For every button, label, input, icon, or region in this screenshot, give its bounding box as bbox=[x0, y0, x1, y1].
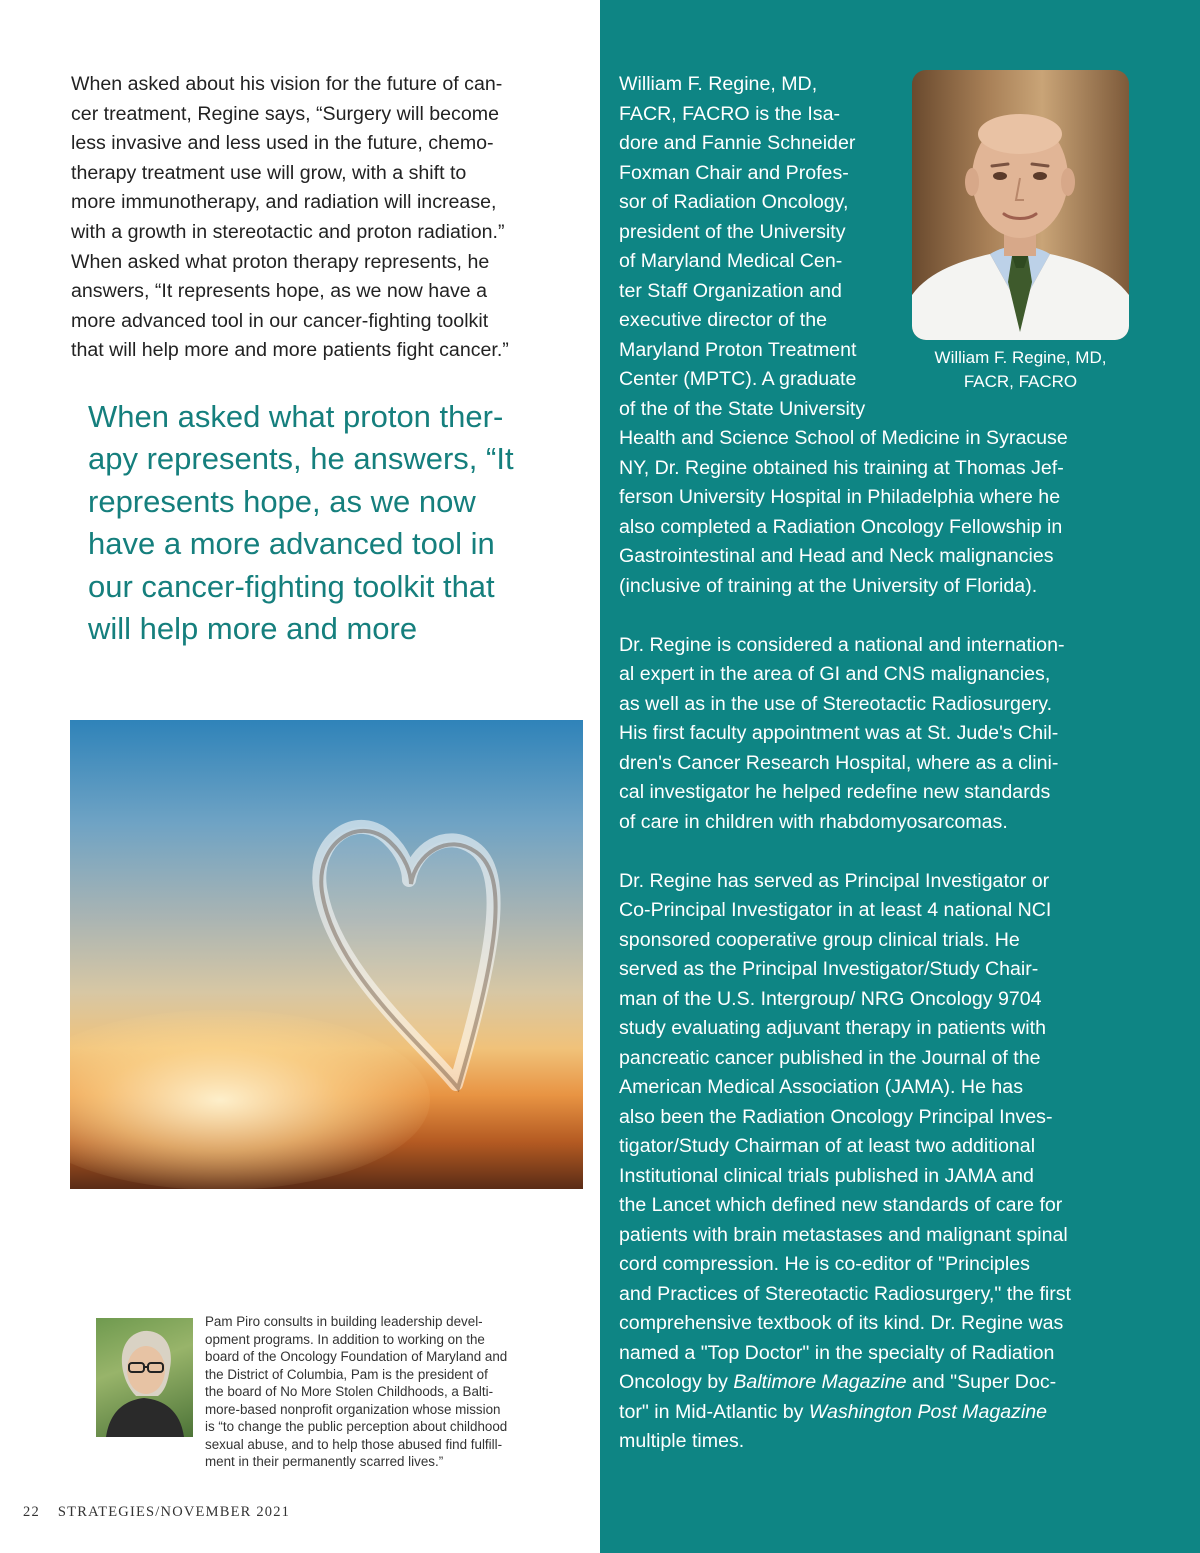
heart-icon bbox=[70, 720, 583, 1189]
magazine-title: Baltimore Magazine bbox=[733, 1371, 907, 1393]
heart-window-photo bbox=[70, 720, 583, 1189]
intro-paragraph: When asked about his vision for the future of can- cer treatment, Regine says, “Surgery will become less invasive and less used in the future, chemo- therapy treatment use will grow, with a shift to more immunotherapy, and radiation will increase, with a growth in stereotactic and proton radiation.” When asked what proton therapy represents, he answers, “It represents hope, as we now have a more advanced tool in our cancer-fighting toolkit that will help more and more patients fight cancer.” bbox=[71, 73, 509, 362]
page-number: 22 bbox=[23, 1504, 40, 1520]
bio-paragraph-1: William F. Regine, MD, FACR, FACRO is the Isa- dore and Fannie Schneider Foxman Chair and Profes- sor of Radiation Oncology, president of the University of Maryland Medical Cen- ter Staff Organization and executive director of the Maryland Proton Treatment Center (MPTC). A graduate of the of the State University Health and Science School of Medicine in Syracuse NY, Dr. Regine obtained his training at Thomas Jef- ferson University Hospital in Philadelphia where he also completed a Radiation Oncology Fellowship in Gastrointestinal and Head and Neck malignancies (inclusive of training at the University of Florida). bbox=[619, 73, 1068, 597]
portrait-caption: William F. Regine, MD, FACR, FACRO bbox=[934, 348, 1107, 391]
pull-quote: When asked what proton ther- apy represents, he answers, “It represents hope, as we now have a more advanced tool in our cancer-fighting toolkit that will help more and more bbox=[88, 399, 514, 647]
author-bio: Pam Piro consults in building leadership devel- opment programs. In addition to working on the board of the Oncology Foundation of Maryland and the District of Columbia, Pam is the president of the board of No More Stolen Childhoods, a Balti- more-based nonprofit organization whose mission is “to change the public perception about childhood sexual abuse, and to help those abused find fulfill- ment in their permanently scarred lives.” bbox=[205, 1314, 508, 1469]
author-photo bbox=[96, 1318, 193, 1437]
page-footer bbox=[23, 1504, 290, 1521]
bio-paragraph-2: Dr. Regine is considered a national and internation- al expert in the area of GI and CNS malignancies, as well as in the use of Stereotactic Radiosurgery. His first faculty appointment was at St. Jude's Chil- dren's Cancer Research Hospital, where as a clini- cal investigator he helped redefine new standards of care in children with rhabdomyosarcomas. bbox=[619, 633, 1065, 833]
publication-name: STRATEGIES/NOVEMBER 2021 bbox=[57, 1504, 291, 1520]
magazine-title: Washington Post Magazine bbox=[808, 1400, 1048, 1423]
regine-biography bbox=[619, 70, 1139, 1457]
bio-paragraph-3: Dr. Regine has served as Principal Investigator or Co-Principal Investigator in at least 4 national NCI sponsored cooperative group clinical trials. He served as the Principal Investigator/Study Chair- man of the U.S. Intergroup/ NRG Oncology 9704 study evaluating adjuvant therapy in patients with pancreatic cancer published in the Journal of the American Medical Association (JAMA). He has also been the Radiation Oncology Principal Inves- tigator/Study Chairman of at least two additional Institutional clinical trials published in JAMA and the Lancet which defined new standards of care for patients with brain metastases and malignant spinal cord compression. He is co-editor of "Principles and Practices of Stereotactic Radiosurgery," the first comprehensive textbook of its kind. Dr. Regine was named a "Top Doctor" in the specialty of Radiation Oncology by Baltimore Magazine and "Super Doc- tor" in Mid-Atlantic by Washington Post Magazine multiple times. bbox=[619, 869, 1072, 1452]
